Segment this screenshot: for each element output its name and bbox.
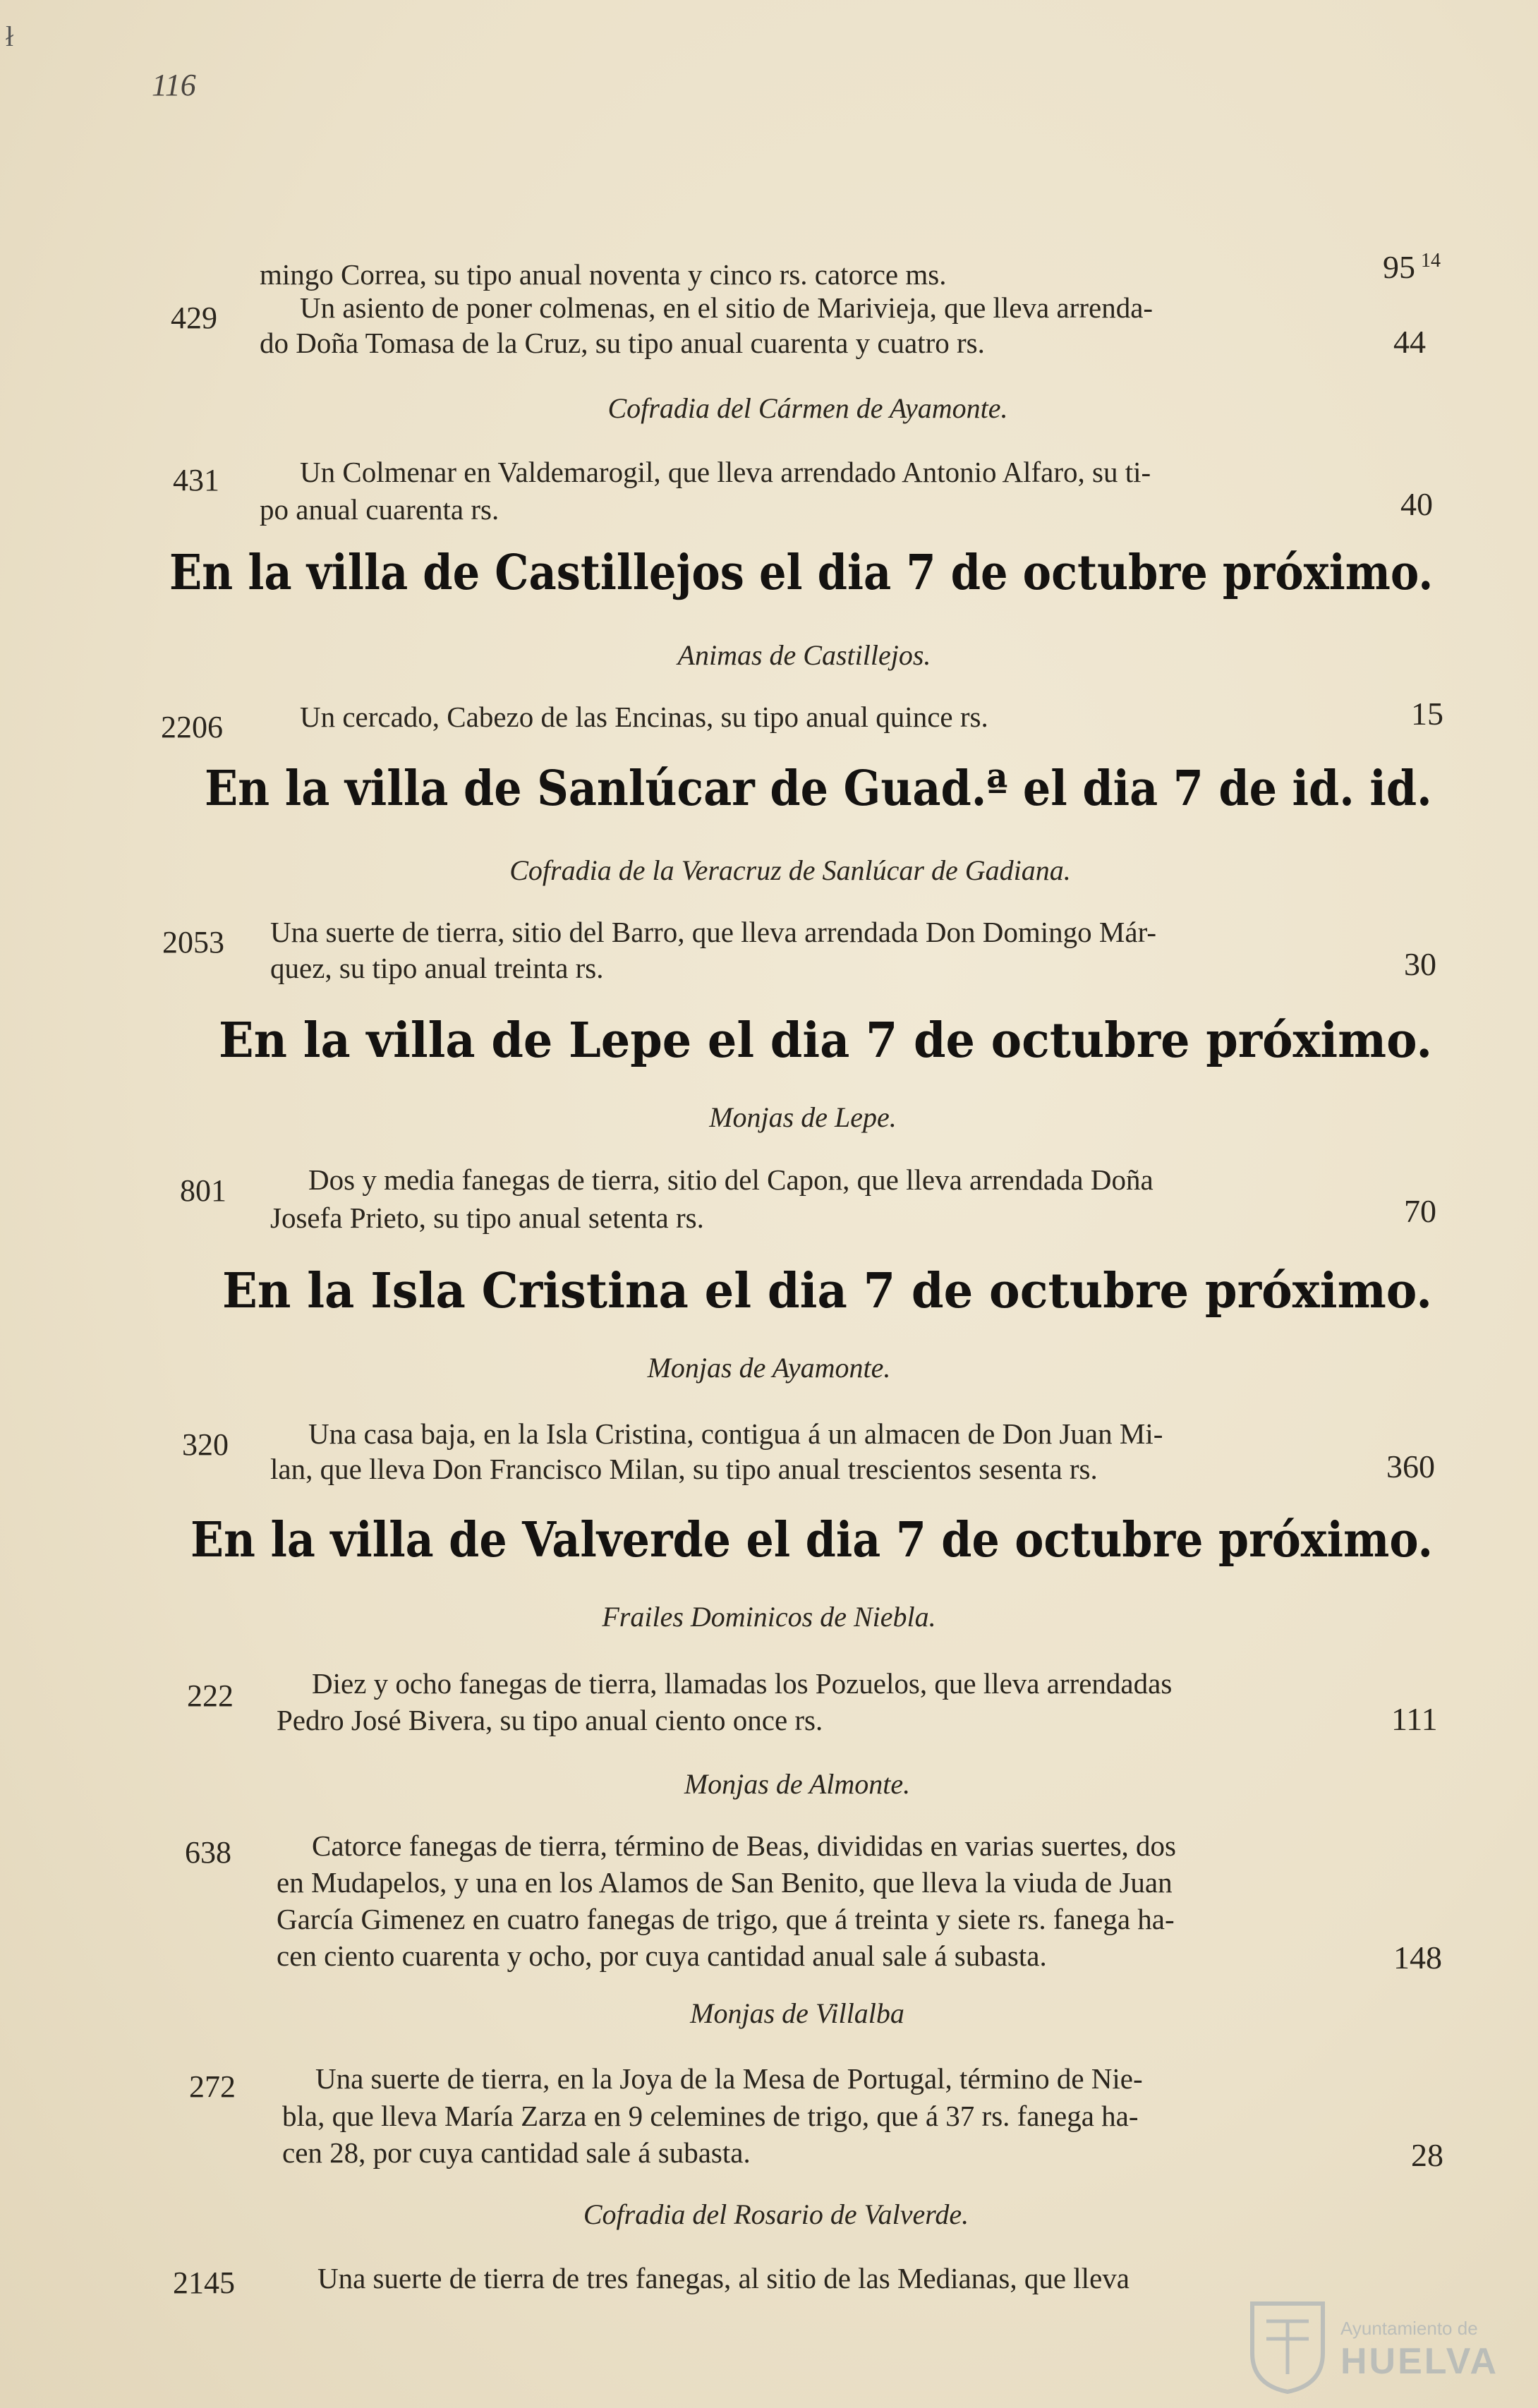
section-title: Monjas de Ayamonte. — [647, 1352, 891, 1384]
entry-number: 2206 — [161, 710, 223, 744]
entry-amount: 360 — [1386, 1448, 1435, 1484]
entry-amount: 30 — [1404, 946, 1436, 982]
carry-amount — [1383, 248, 1441, 286]
entry-line: en Mudapelos, y una en los Alamos de San Benito, que lleva la viuda de Juan — [277, 1866, 1173, 1899]
entry-line: Una suerte de tierra, sitio del Barro, que lleva arrendada Don Domingo Már- — [270, 916, 1157, 948]
entry-amount: 40 — [1400, 486, 1433, 522]
entry-line: lan, que lleva Don Francisco Milan, su tipo anual trescientos sesenta rs. — [270, 1453, 1098, 1485]
entry-line: Un cercado, Cabezo de las Encinas, su tipo anual quince rs. — [300, 701, 988, 733]
entry-number: 2053 — [162, 925, 224, 960]
shield-icon — [1245, 2297, 1330, 2395]
heading-valverde: En la villa de Valverde el dia 7 de octubre próximo. — [190, 1512, 1433, 1568]
section-title: Animas de Castillejos. — [677, 639, 931, 671]
entry-amount: 111 — [1391, 1701, 1438, 1737]
heading-sanlucar: En la villa de Sanlúcar de Guad.ª el dia 7 de id. id. — [205, 761, 1432, 817]
section-title: Monjas de Villalba — [690, 1997, 904, 2029]
watermark-logo — [1245, 2297, 1527, 2395]
carry-line: mingo Correa, su tipo anual noventa y cinco rs. catorce ms. — [260, 258, 947, 291]
entry-amount: 15 — [1411, 696, 1443, 732]
entry-number: 431 — [173, 463, 219, 497]
section-title: Monjas de Lepe. — [709, 1101, 897, 1133]
entry-line: cen 28, por cuya cantidad sale á subasta. — [282, 2136, 751, 2169]
entry-line: Dos y media fanegas de tierra, sitio del Capon, que lleva arrendada Doña — [308, 1163, 1154, 1196]
entry-line: Un Colmenar en Valdemarogil, que lleva arrendado Antonio Alfaro, su ti- — [300, 456, 1151, 488]
heading-isla-cristina: En la Isla Cristina el dia 7 de octubre próximo. — [222, 1263, 1433, 1319]
entry-line: Una casa baja, en la Isla Cristina, contigua á un almacen de Don Juan Mi- — [308, 1417, 1163, 1450]
entry-number: 272 — [189, 2069, 236, 2104]
entry-line: Josefa Prieto, su tipo anual setenta rs. — [270, 1202, 704, 1234]
section-title: Monjas de Almonte. — [684, 1768, 911, 1800]
section-title: Frailes Dominicos de Niebla. — [602, 1601, 936, 1633]
carry-amount-sup: 14 — [1421, 249, 1441, 272]
corner-mark: ł — [6, 20, 14, 52]
section-title: Cofradia del Cármen de Ayamonte. — [607, 392, 1008, 424]
heading-lepe: En la villa de Lepe el dia 7 de octubre próximo. — [219, 1012, 1433, 1069]
entry-amount: 70 — [1404, 1193, 1436, 1229]
entry-line: do Doña Tomasa de la Cruz, su tipo anual cuarenta y cuatro rs. — [260, 327, 985, 359]
entry-number: 801 — [180, 1173, 226, 1208]
heading-castillejos: En la villa de Castillejos el dia 7 de octubre próximo. — [169, 545, 1434, 601]
entry-line: Una suerte de tierra, en la Joya de la Mesa de Portugal, término de Nie- — [315, 2062, 1143, 2095]
entry-amount: 44 — [1393, 324, 1426, 360]
entry-line: cen ciento cuarenta y ocho, por cuya cantidad anual sale á subasta. — [277, 1940, 1047, 1972]
folio-number: 116 — [152, 68, 196, 102]
entry-number: 320 — [182, 1427, 229, 1462]
entry-line: Un asiento de poner colmenas, en el sitio de Marivieja, que lleva arrenda- — [300, 291, 1154, 324]
entry-line: quez, su tipo anual treinta rs. — [270, 952, 604, 984]
watermark-line2: HUELVA — [1340, 2341, 1499, 2382]
entry-line: Catorce fanegas de tierra, término de Beas, divididas en varias suertes, dos — [312, 1829, 1177, 1862]
entry-line: Diez y ocho fanegas de tierra, llamadas los Pozuelos, que lleva arrendadas — [312, 1667, 1173, 1700]
watermark-line1: Ayuntamiento de — [1340, 2318, 1478, 2339]
section-title: Cofradia del Rosario de Valverde. — [583, 2198, 969, 2230]
entry-line: Una suerte de tierra de tres fanegas, al sitio de las Medianas, que lleva — [317, 2262, 1130, 2294]
entry-number: 638 — [185, 1835, 231, 1870]
entry-line: po anual cuarenta rs. — [260, 493, 499, 526]
entry-line: García Gimenez en cuatro fanegas de trigo, que á treinta y siete rs. fanega ha- — [277, 1903, 1175, 1935]
carry-amount-main: 95 — [1383, 249, 1415, 285]
entry-line: bla, que lleva María Zarza en 9 celemines de trigo, que á 37 rs. fanega ha- — [282, 2100, 1139, 2132]
entry-amount: 28 — [1411, 2137, 1443, 2173]
entry-amount: 148 — [1393, 1940, 1442, 1976]
entry-line: Pedro José Bivera, su tipo anual ciento once rs. — [277, 1704, 823, 1736]
section-title: Cofradia de la Veracruz de Sanlúcar de Gadiana. — [509, 854, 1071, 886]
entry-number: 222 — [187, 1678, 234, 1713]
entry-number: 429 — [171, 301, 217, 335]
entry-number: 2145 — [173, 2265, 235, 2300]
